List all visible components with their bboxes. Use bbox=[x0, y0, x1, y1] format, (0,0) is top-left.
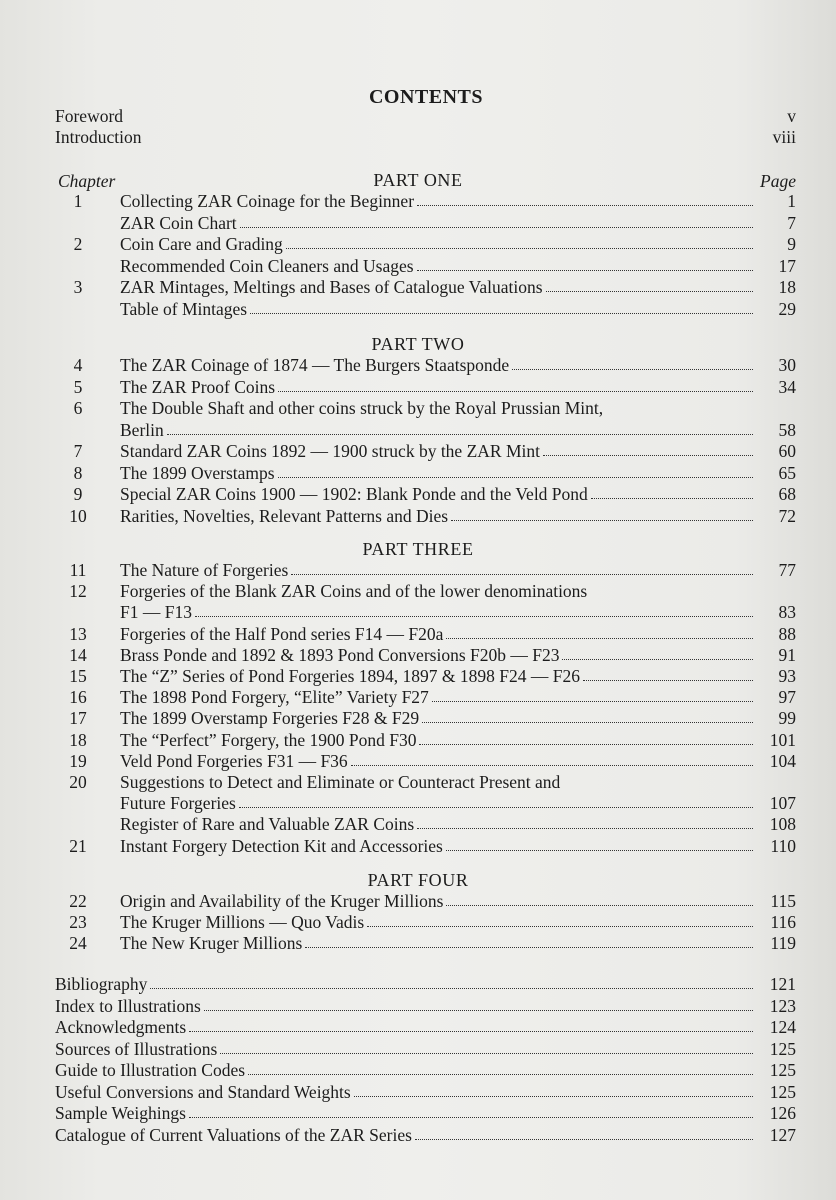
entry-text bbox=[120, 771, 796, 793]
entry-page: 107 bbox=[769, 793, 796, 813]
toc-entry bbox=[0, 813, 836, 835]
entry-label: Rarities, Novelties, Relevant Patterns and Dies bbox=[120, 506, 449, 526]
chapter-number: 16 bbox=[69, 687, 87, 707]
entry-text bbox=[120, 707, 756, 729]
entry-page: 91 bbox=[778, 645, 796, 665]
chapter-number: 20 bbox=[69, 772, 87, 792]
entry-text bbox=[120, 792, 756, 814]
chapter-number: 8 bbox=[73, 463, 83, 483]
entry-text bbox=[120, 354, 756, 376]
toc-entry bbox=[0, 1081, 836, 1103]
entry-label: Instant Forgery Detection Kit and Accessories bbox=[120, 836, 443, 856]
dot-leader bbox=[583, 665, 753, 681]
entry-label: The Kruger Millions — Quo Vadis bbox=[120, 912, 365, 932]
dot-leader bbox=[417, 190, 753, 206]
page-title: CONTENTS bbox=[368, 86, 484, 108]
chapter-number: 10 bbox=[69, 506, 87, 526]
front-entry-foreword bbox=[0, 105, 836, 127]
entry-label: Table of Mintages bbox=[120, 299, 248, 319]
entry-page: 1 bbox=[787, 191, 796, 211]
entry-text bbox=[120, 212, 756, 234]
entry-page: 17 bbox=[778, 256, 796, 276]
entry-text bbox=[120, 813, 756, 835]
entry-page: 125 bbox=[769, 1060, 796, 1080]
entry-label: Useful Conversions and Standard Weights bbox=[55, 1082, 351, 1102]
dot-leader bbox=[367, 911, 753, 927]
entry-label: Bibliography bbox=[55, 974, 148, 994]
chapter-number: 13 bbox=[69, 624, 87, 644]
entry-label: Forgeries of the Half Pond series F14 — F20a bbox=[120, 624, 444, 644]
chapter-number: 11 bbox=[69, 560, 87, 580]
toc-entry bbox=[0, 462, 836, 484]
entry-text bbox=[55, 973, 756, 995]
chapter-number: 23 bbox=[69, 912, 87, 932]
entry-text bbox=[120, 397, 796, 419]
entry-page: 116 bbox=[770, 912, 796, 932]
entry-page: 124 bbox=[769, 1017, 796, 1037]
chapter-number: 14 bbox=[69, 645, 87, 665]
chapter-number: 7 bbox=[73, 441, 83, 461]
entry-text bbox=[120, 559, 756, 581]
entry-text bbox=[120, 686, 756, 708]
chapter-number: 1 bbox=[73, 191, 83, 211]
toc-entry bbox=[0, 255, 836, 277]
entry-page: 123 bbox=[769, 996, 796, 1016]
dot-leader bbox=[150, 973, 753, 989]
entry-text bbox=[55, 1081, 756, 1103]
dot-leader bbox=[189, 1016, 753, 1032]
toc-entry bbox=[0, 559, 836, 581]
entry-text bbox=[120, 890, 756, 912]
front-entry-introduction bbox=[0, 126, 836, 148]
toc-entry bbox=[0, 1016, 836, 1038]
chapter-number: 22 bbox=[69, 891, 87, 911]
toc-entry bbox=[0, 419, 836, 441]
dot-leader bbox=[248, 1059, 753, 1075]
dot-leader bbox=[543, 440, 753, 456]
entry-page: 99 bbox=[778, 708, 796, 728]
entry-label: The “Perfect” Forgery, the 1900 Pond F30 bbox=[120, 730, 417, 750]
chapter-number: 4 bbox=[73, 355, 83, 375]
entry-label: ZAR Mintages, Meltings and Bases of Catalogue Valuations bbox=[120, 277, 543, 297]
entry-text bbox=[55, 1016, 756, 1038]
entry-label: Guide to Illustration Codes bbox=[55, 1060, 246, 1080]
entry-text bbox=[120, 298, 756, 320]
dot-leader bbox=[250, 298, 753, 314]
toc-entry bbox=[0, 1038, 836, 1060]
entry-label: The ZAR Proof Coins bbox=[120, 377, 276, 397]
toc-entry bbox=[0, 580, 836, 602]
entry-page: 125 bbox=[769, 1082, 796, 1102]
page-column-header: Page bbox=[760, 171, 796, 191]
toc-entry bbox=[0, 729, 836, 751]
entry-page: 58 bbox=[778, 420, 796, 440]
entry-text bbox=[55, 1102, 756, 1124]
entry-page: 101 bbox=[769, 730, 796, 750]
dot-leader bbox=[591, 483, 753, 499]
entry-label: ZAR Coin Chart bbox=[120, 213, 237, 233]
chapter-number: 24 bbox=[69, 933, 87, 953]
entry-page: 88 bbox=[778, 624, 796, 644]
entry-page: 126 bbox=[769, 1103, 796, 1123]
dot-leader bbox=[305, 932, 753, 948]
dot-leader bbox=[419, 729, 753, 745]
toc-entry bbox=[0, 376, 836, 398]
entry-text bbox=[120, 729, 756, 751]
entry-text bbox=[120, 835, 756, 857]
entry-page: 18 bbox=[778, 277, 796, 297]
toc-entry bbox=[0, 835, 836, 857]
entry-text bbox=[120, 911, 756, 933]
entry-text bbox=[120, 255, 756, 277]
entry-label: Suggestions to Detect and Eliminate or Counteract Present and bbox=[120, 772, 561, 792]
toc-entry bbox=[0, 505, 836, 527]
dot-leader bbox=[446, 890, 753, 906]
entry-text bbox=[120, 462, 756, 484]
dot-leader bbox=[512, 354, 753, 370]
entry-text bbox=[120, 419, 756, 441]
toc-entry bbox=[0, 771, 836, 793]
chapter-number: 3 bbox=[73, 277, 83, 297]
entry-text bbox=[120, 932, 756, 954]
entry-label: Recommended Coin Cleaners and Usages bbox=[120, 256, 414, 276]
toc-entry bbox=[0, 932, 836, 954]
chapter-number: 12 bbox=[69, 581, 87, 601]
toc-entry bbox=[0, 1059, 836, 1081]
dot-leader bbox=[351, 750, 753, 766]
entry-page: 65 bbox=[778, 463, 796, 483]
dot-leader bbox=[278, 376, 753, 392]
entry-text bbox=[55, 1059, 756, 1081]
entry-text bbox=[120, 483, 756, 505]
entry-text bbox=[120, 376, 756, 398]
dot-leader bbox=[415, 1124, 753, 1140]
chapter-number: 21 bbox=[69, 836, 87, 856]
toc-entry bbox=[0, 890, 836, 912]
toc-entry bbox=[0, 483, 836, 505]
dot-leader bbox=[446, 835, 753, 851]
chapter-number: 2 bbox=[73, 234, 83, 254]
entry-label: Origin and Availability of the Kruger Millions bbox=[120, 891, 444, 911]
toc-entry bbox=[0, 707, 836, 729]
toc-entry bbox=[0, 190, 836, 212]
chapter-number: 6 bbox=[73, 398, 83, 418]
entry-page: 29 bbox=[778, 299, 796, 319]
dot-leader bbox=[562, 644, 753, 660]
dot-leader bbox=[417, 255, 753, 271]
entry-page: 121 bbox=[769, 974, 796, 994]
entry-label: Register of Rare and Valuable ZAR Coins bbox=[120, 814, 415, 834]
toc-entry bbox=[0, 665, 836, 687]
entry-label: Veld Pond Forgeries F31 — F36 bbox=[120, 751, 348, 771]
chapter-number: 15 bbox=[69, 666, 87, 686]
toc-entry bbox=[0, 276, 836, 298]
dot-leader bbox=[286, 233, 753, 249]
toc-entry bbox=[0, 601, 836, 623]
chapter-column-header: Chapter bbox=[58, 171, 116, 191]
dot-leader bbox=[446, 623, 753, 639]
entry-label: The 1898 Pond Forgery, “Elite” Variety F27 bbox=[120, 687, 429, 707]
dot-leader bbox=[239, 792, 753, 808]
entry-page: 97 bbox=[778, 687, 796, 707]
dot-leader bbox=[546, 276, 753, 292]
toc-entry bbox=[0, 792, 836, 814]
chapter-number: 19 bbox=[69, 751, 87, 771]
entry-label: Introduction bbox=[55, 127, 142, 147]
entry-text bbox=[120, 750, 756, 772]
entry-label: The New Kruger Millions bbox=[120, 933, 303, 953]
chapter-number: 17 bbox=[69, 708, 87, 728]
entry-label: Acknowledgments bbox=[55, 1017, 187, 1037]
entry-page: 93 bbox=[778, 666, 796, 686]
part-heading-three: PART THREE bbox=[362, 539, 474, 559]
entry-page: 110 bbox=[770, 836, 796, 856]
entry-page: 104 bbox=[769, 751, 796, 771]
entry-label: Sources of Illustrations bbox=[55, 1039, 218, 1059]
dot-leader bbox=[354, 1081, 753, 1097]
entry-label: Sample Weighings bbox=[55, 1103, 186, 1123]
entry-page: 127 bbox=[769, 1125, 796, 1145]
entry-label: The ZAR Coinage of 1874 — The Burgers Staatsponde bbox=[120, 355, 510, 375]
toc-entry bbox=[0, 911, 836, 933]
entry-page: 7 bbox=[787, 213, 796, 233]
entry-label: Coin Care and Grading bbox=[120, 234, 283, 254]
entry-page: 30 bbox=[778, 355, 796, 375]
toc-entry bbox=[0, 750, 836, 772]
dot-leader bbox=[422, 707, 753, 723]
entry-label: Catalogue of Current Valuations of the ZAR Series bbox=[55, 1125, 412, 1145]
entry-text bbox=[120, 623, 756, 645]
entry-label: Foreword bbox=[55, 106, 124, 126]
toc-entry bbox=[0, 354, 836, 376]
part-heading-two: PART TWO bbox=[371, 334, 465, 354]
toc-entry bbox=[0, 644, 836, 666]
entry-text bbox=[120, 644, 756, 666]
entry-label: Index to Illustrations bbox=[55, 996, 201, 1016]
chapter-number: 9 bbox=[73, 484, 83, 504]
dot-leader bbox=[220, 1038, 753, 1054]
entry-label: The Nature of Forgeries bbox=[120, 560, 289, 580]
entry-page: 34 bbox=[778, 377, 796, 397]
entry-text bbox=[55, 1038, 756, 1060]
entry-page: 77 bbox=[778, 560, 796, 580]
entry-label: F1 — F13 bbox=[120, 602, 192, 622]
toc-entry bbox=[0, 1124, 836, 1146]
entry-text bbox=[120, 601, 756, 623]
dot-leader bbox=[417, 813, 753, 829]
entry-text bbox=[120, 665, 756, 687]
toc-entry bbox=[0, 623, 836, 645]
entry-label: Collecting ZAR Coinage for the Beginner bbox=[120, 191, 415, 211]
entry-label: Future Forgeries bbox=[120, 793, 236, 813]
entry-page: 108 bbox=[769, 814, 796, 834]
entry-page: 125 bbox=[769, 1039, 796, 1059]
entry-text bbox=[120, 190, 756, 212]
entry-label: The 1899 Overstamps bbox=[120, 463, 275, 483]
entry-label: The 1899 Overstamp Forgeries F28 & F29 bbox=[120, 708, 420, 728]
dot-leader bbox=[291, 559, 753, 575]
entry-text bbox=[120, 233, 756, 255]
entry-page: v bbox=[787, 106, 796, 126]
toc-entry bbox=[0, 233, 836, 255]
entry-text bbox=[55, 1124, 756, 1146]
entry-text bbox=[120, 580, 796, 602]
entry-page: viii bbox=[772, 127, 796, 147]
toc-entry bbox=[0, 397, 836, 419]
entry-label: Forgeries of the Blank ZAR Coins and of the lower denominations bbox=[120, 581, 588, 601]
chapter-number: 5 bbox=[73, 377, 83, 397]
entry-text bbox=[120, 276, 756, 298]
entry-page: 83 bbox=[778, 602, 796, 622]
dot-leader bbox=[451, 505, 753, 521]
toc-entry bbox=[0, 973, 836, 995]
entry-page: 9 bbox=[787, 234, 796, 254]
dot-leader bbox=[240, 212, 753, 228]
toc-entry bbox=[0, 440, 836, 462]
dot-leader bbox=[189, 1102, 753, 1118]
entry-label: The “Z” Series of Pond Forgeries 1894, 1897 & 1898 F24 — F26 bbox=[120, 666, 580, 686]
entry-text bbox=[120, 440, 756, 462]
entry-page: 119 bbox=[770, 933, 796, 953]
chapter-number: 18 bbox=[69, 730, 87, 750]
entry-page: 72 bbox=[778, 506, 796, 526]
entry-text bbox=[55, 995, 756, 1017]
part-heading-four: PART FOUR bbox=[367, 870, 469, 890]
dot-leader bbox=[204, 995, 753, 1011]
part-heading-one: PART ONE bbox=[373, 170, 463, 190]
dot-leader bbox=[432, 686, 753, 702]
entry-label: Special ZAR Coins 1900 — 1902: Blank Ponde and the Veld Pond bbox=[120, 484, 588, 504]
entry-label: Berlin bbox=[120, 420, 164, 440]
dot-leader bbox=[167, 419, 753, 435]
entry-page: 60 bbox=[778, 441, 796, 461]
entry-label: Brass Ponde and 1892 & 1893 Pond Conversions F20b — F23 bbox=[120, 645, 560, 665]
entry-label: The Double Shaft and other coins struck by the Royal Prussian Mint, bbox=[120, 398, 604, 418]
toc-entry bbox=[0, 686, 836, 708]
toc-entry bbox=[0, 298, 836, 320]
entry-label: Standard ZAR Coins 1892 — 1900 struck by the ZAR Mint bbox=[120, 441, 540, 461]
toc-entry bbox=[0, 212, 836, 234]
dot-leader bbox=[195, 601, 753, 617]
toc-entry bbox=[0, 995, 836, 1017]
entry-text bbox=[120, 505, 756, 527]
toc-entry bbox=[0, 1102, 836, 1124]
entry-page: 68 bbox=[778, 484, 796, 504]
dot-leader bbox=[278, 462, 753, 478]
entry-page: 115 bbox=[770, 891, 796, 911]
